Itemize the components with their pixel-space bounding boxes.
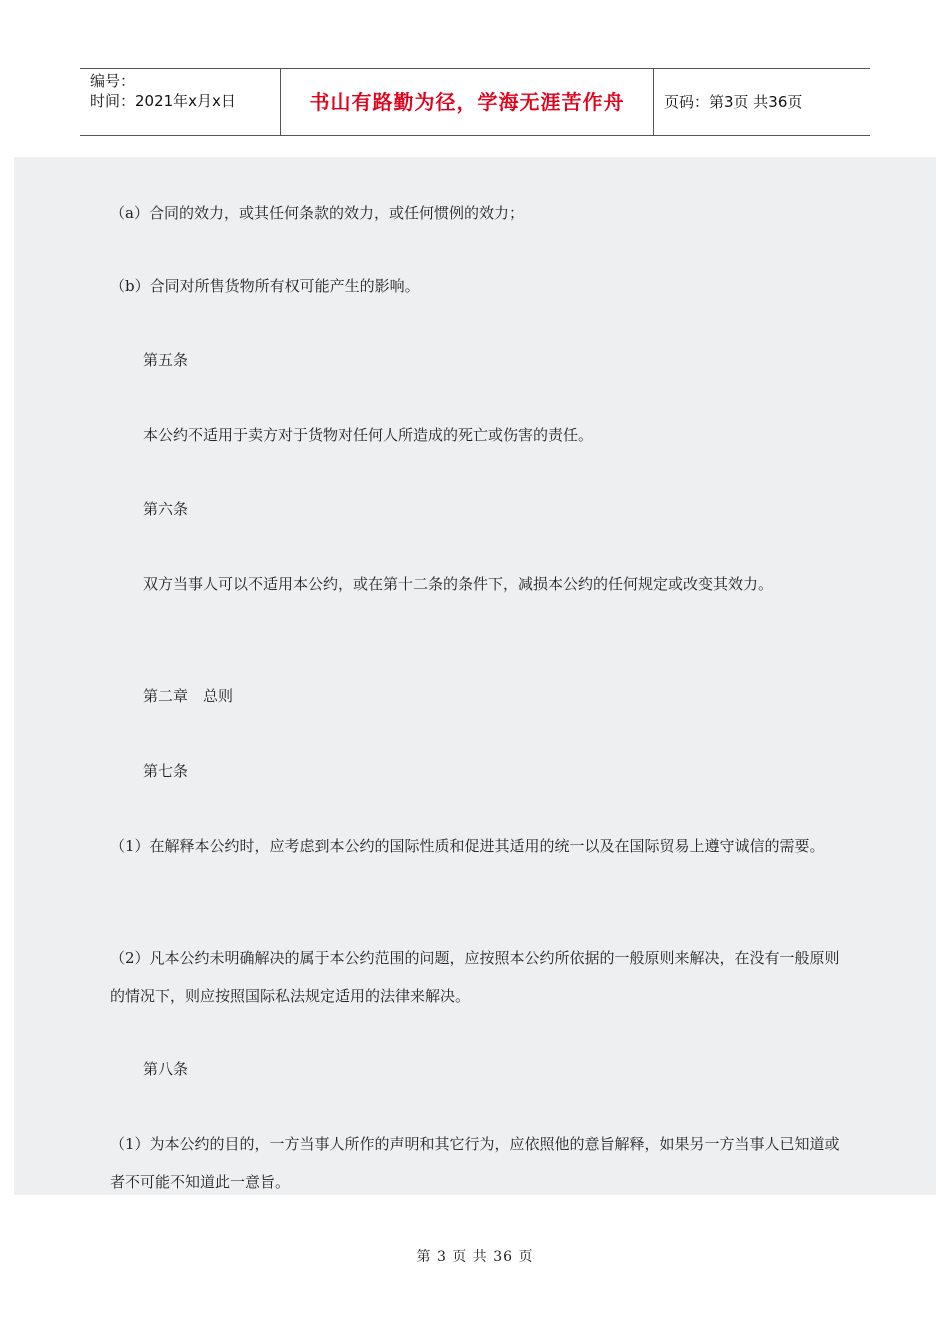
document-header: [80, 68, 870, 136]
article-7-clause-2: （2）凡本公约未明确解决的属于本公约范围的问题，应按照本公约所依据的一般原则来解决，在没有一般原则的情况下，则应按照国际私法规定适用的法律来解决。: [110, 949, 840, 1005]
header-meta: [80, 69, 281, 135]
page-content: [14, 157, 936, 1195]
document-number-label: 编号：: [90, 72, 136, 90]
header-page-label: 页码：第3页 共36页: [664, 93, 803, 111]
page-footer: 第 3 页 共 36 页: [416, 1249, 534, 1265]
article-8-heading: 第八条: [143, 1060, 189, 1078]
document-date-label: 时间：2021年x月x日: [90, 92, 236, 110]
article-5-heading: 第五条: [143, 351, 189, 369]
article-7-heading: 第七条: [143, 762, 189, 780]
article-7-clause-1: （1）在解释本公约时，应考虑到本公约的国际性质和促进其适用的统一以及在国际贸易上遵守诚信的需要。: [110, 837, 825, 855]
article-8-clause-1: （1）为本公约的目的，一方当事人所作的声明和其它行为，应依照他的意旨解释，如果另一方当事人已知道或者不可能不知道此一意旨。: [110, 1135, 840, 1191]
article-6-text: 双方当事人可以不适用本公约，或在第十二条的条件下，减损本公约的任何规定或改变其效力。: [143, 575, 774, 593]
article-5-text: 本公约不适用于卖方对于货物对任何人所造成的死亡或伤害的责任。: [143, 426, 594, 444]
chapter-2-heading: 第二章 总则: [143, 687, 234, 705]
paragraph-a: （a）合同的效力，或其任何条款的效力，或任何惯例的效力；: [110, 204, 524, 222]
paragraph-b: （b）合同对所售货物所有权可能产生的影响。: [110, 277, 420, 295]
header-motto: 书山有路勤为径，学海无涯苦作舟: [281, 69, 654, 135]
article-6-heading: 第六条: [143, 500, 189, 518]
